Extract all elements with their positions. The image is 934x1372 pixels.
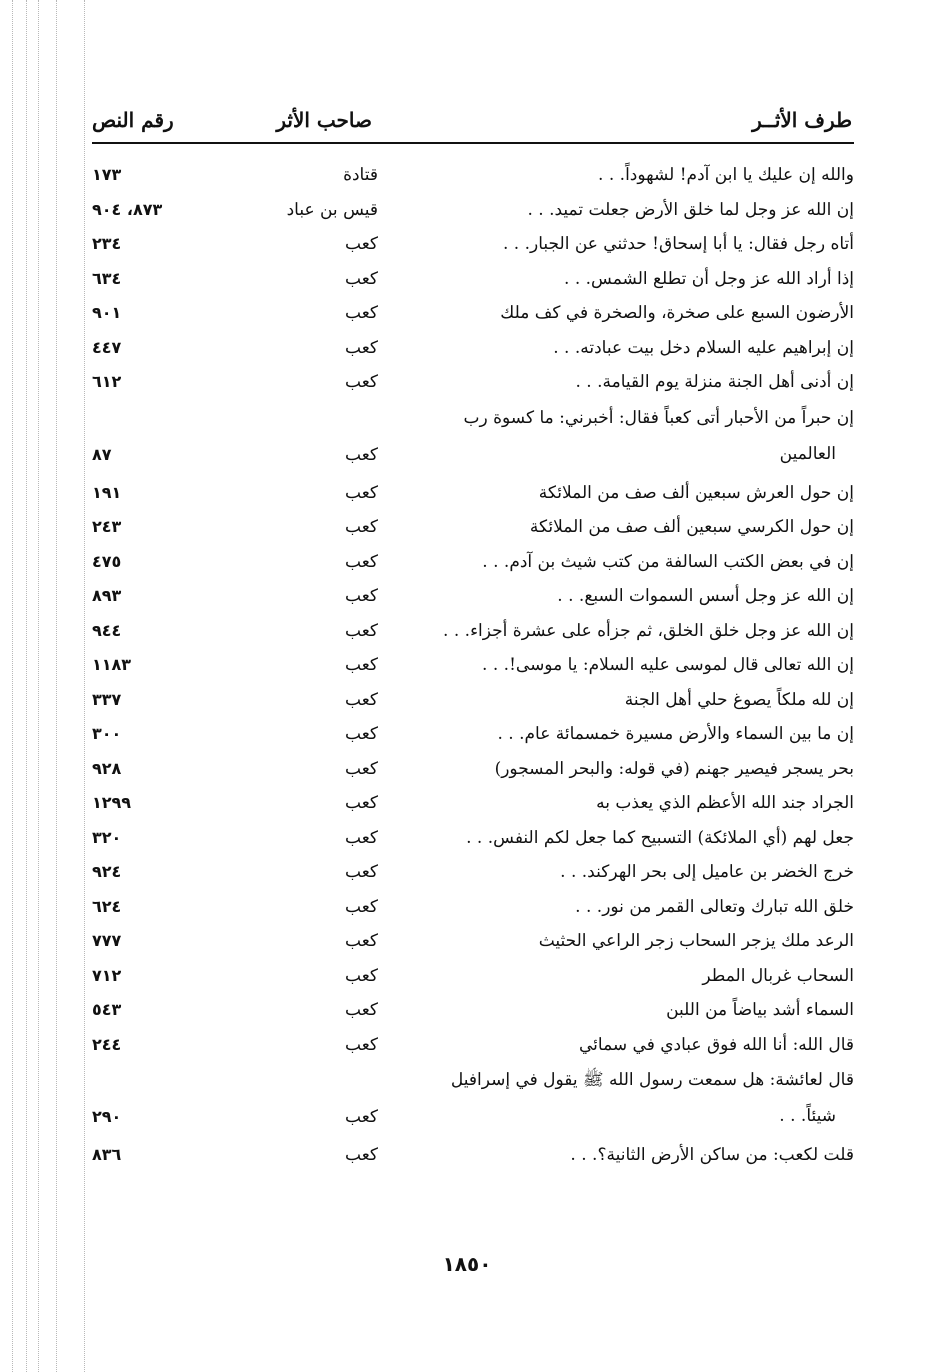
row-number: ٢٩٠ [92,1107,122,1126]
row-text-continuation: العالمين [779,443,836,464]
row-author: كعب [345,234,378,254]
row-text-line: أتاه رجل فقال: يا أبا إسحاق! حدثني عن الجبار. . . [503,234,854,254]
table-row [92,614,854,649]
row-number: ٨٧ [92,444,112,464]
scan-dotted-line [38,0,39,1372]
table-row [92,193,854,228]
row-text-line: قال الله: أنا الله فوق عبادي في سمائي [578,1034,854,1055]
row-text-line: إن الله عز وجل لما خلق الأرض جعلت تميد. . . [527,199,854,220]
table-row [92,227,854,262]
table-row [92,365,854,400]
row-text [404,614,854,649]
column-header-author: صاحب الأثر [276,108,372,132]
row-author: كعب [345,517,378,537]
row-author: كعب [345,862,378,882]
row-text [404,924,854,959]
row-author: كعب [345,620,378,641]
row-author: كعب [345,303,378,323]
row-text [404,717,854,752]
row-author: كعب [345,965,378,986]
row-author: كعب [345,896,378,917]
scan-dotted-line [84,0,85,1372]
row-text [404,1138,854,1173]
row-text-line: إذا أراد الله عز وجل أن تطلع الشمس. . . [564,268,854,289]
row-author: كعب [345,1145,378,1165]
row-text-line: إن ما بين السماء والأرض مسيرة خمسمائة عام. . . [497,724,854,744]
table-header [92,108,852,144]
row-text-line: والله إن عليك يا ابن آدم! لشهوداً. . . [598,165,854,185]
table-row [92,683,854,718]
row-text [404,476,854,511]
table-row [92,924,854,959]
row-text [404,752,854,787]
row-author: كعب [345,758,378,779]
row-text-line: إن الله عز وجل خلق الخلق، ثم جزأه على عشرة أجزاء. . . [443,620,854,641]
row-text [404,1028,854,1063]
row-author: كعب [345,444,378,465]
row-text [404,579,854,614]
row-number: ٩٢٨ [92,758,122,778]
row-number: ٨٩٣ [92,586,122,605]
row-text [404,400,854,472]
row-text [404,262,854,297]
row-number: ٤٧٥ [92,551,122,571]
row-text-line: السحاب غربال المطر [702,965,854,986]
row-author: كعب [345,482,378,503]
row-author: كعب [345,268,378,289]
row-author: كعب [345,551,378,572]
row-text [404,683,854,718]
row-text-line: إن لله ملكاً يصوغ حلي أهل الجنة [624,689,854,710]
row-number: ٢٤٣ [92,517,122,536]
row-author: قتادة [343,165,378,185]
row-author: كعب [345,1034,378,1055]
table-row [92,821,854,856]
row-number: ٦٣٤ [92,268,122,288]
row-number: ٩٢٤ [92,862,122,881]
row-text-line: خلق الله تبارك وتعالى القمر من نور. . . [575,896,854,917]
row-number: ٣٠٠ [92,724,122,743]
row-text-line: بحر يسجر فيصير جهنم (في قوله: والبحر المسجور) [494,758,854,779]
row-author: كعب [345,1107,378,1127]
table-row [92,786,854,821]
row-text-line: إن حبراً من الأحبار أتى كعباً فقال: أخبرني: ما كسوة رب [463,407,854,428]
row-number: ١٩١ [92,482,122,502]
row-text-line: إن الله تعالى قال لموسى عليه السلام: يا موسى!. . . [482,655,854,675]
table-row [92,1028,854,1063]
row-text [404,158,854,193]
table-row [92,400,854,476]
table-row [92,717,854,752]
table-row [92,545,854,580]
row-text [404,331,854,366]
table-row [92,752,854,787]
row-text [404,959,854,994]
table-row [92,262,854,297]
row-text-line: الأرضون السبع على صخرة، والصخرة في كف ملك [500,303,854,323]
row-text [404,365,854,400]
row-author: كعب [345,1000,378,1020]
row-text-line: إن الله عز وجل أسس السموات السبع. . . [557,586,854,606]
table-row [92,158,854,193]
row-author: كعب [345,827,378,848]
row-text-line: قلت لكعب: من ساكن الأرض الثانية؟. . . [570,1145,854,1165]
scan-dotted-line [56,0,57,1372]
row-number: ٦٢٤ [92,896,122,916]
row-text [404,1062,854,1134]
row-number: ١٢٩٩ [92,793,132,812]
row-number: ٢٣٤ [92,234,122,253]
table-row [92,476,854,511]
row-number: ٩٠١ [92,303,122,322]
row-author: كعب [345,724,378,744]
table-row [92,510,854,545]
column-header-number: رقم النص [92,108,174,132]
row-number: ٦١٢ [92,372,122,391]
row-number: ٤٤٧ [92,337,122,357]
row-text-line: إن حول العرش سبعين ألف صف من الملائكة [538,482,854,503]
row-number: ١٧٣ [92,165,122,184]
table-row [92,890,854,925]
row-text-line: إن في بعض الكتب السالفة من كتب شيث بن آدم. . . [482,551,854,572]
table-row [92,296,854,331]
row-text-line: الرعد ملك يزجر السحاب زجر الراعي الحثيث [538,931,854,951]
table-row [92,959,854,994]
row-text-line: إن أدنى أهل الجنة منزلة يوم القيامة. . . [575,372,854,392]
row-text [404,890,854,925]
row-number: ٨٧٣، ٩٠٤ [92,199,163,219]
page-number: ١٨٥٠ [442,1252,492,1276]
row-number: ٨٣٦ [92,1145,122,1164]
row-text [404,296,854,331]
row-text [404,545,854,580]
table-row [92,1062,854,1138]
column-header-text: طرف الأثــر [752,108,852,132]
row-text-line: قال لعائشة: هل سمعت رسول الله ﷺ يقول في إسرافيل [450,1070,854,1090]
table-row [92,1138,854,1173]
header-rule [92,142,854,144]
table-row [92,331,854,366]
row-author: قيس بن عباد [286,199,378,220]
row-text [404,855,854,890]
row-text [404,510,854,545]
row-text-line: السماء أشد بياضاً من اللبن [666,1000,854,1020]
row-number: ٧٧٧ [92,931,122,950]
table-row [92,579,854,614]
row-number: ١١٨٣ [92,655,132,674]
row-text-line: خرج الخضر بن عاميل إلى بحر الهركند. . . [560,862,854,882]
row-number: ٥٤٣ [92,1000,122,1019]
row-text [404,821,854,856]
scan-dotted-line [12,0,13,1372]
row-text [404,648,854,683]
row-number: ٩٤٤ [92,620,122,640]
index-table [92,158,854,1173]
table-row [92,855,854,890]
row-author: كعب [345,586,378,606]
row-text-line: إن حول الكرسي سبعين ألف صف من الملائكة [529,517,854,537]
row-text-line: إن إبراهيم عليه السلام دخل بيت عبادته. . . [553,337,854,358]
scan-dotted-line [26,0,27,1372]
table-row [92,993,854,1028]
row-author: كعب [345,655,378,675]
row-text [404,993,854,1028]
row-author: كعب [345,793,378,813]
row-author: كعب [345,931,378,951]
row-author: كعب [345,372,378,392]
row-number: ٣٢٠ [92,827,122,847]
row-text-line: الجراد جند الله الأعظم الذي يعذب به [596,793,854,813]
row-text-line: جعل لهم (أي الملائكة) التسبيح كما جعل لكم النفس. . . [466,827,854,848]
table-row [92,648,854,683]
row-number: ٣٣٧ [92,689,122,709]
row-text [404,193,854,228]
row-text [404,786,854,821]
row-author: كعب [345,689,378,710]
row-number: ٢٤٤ [92,1034,122,1054]
row-text [404,227,854,262]
row-author: كعب [345,337,378,358]
row-number: ٧١٢ [92,965,122,985]
row-text-continuation: شيئاً. . . [779,1106,836,1126]
